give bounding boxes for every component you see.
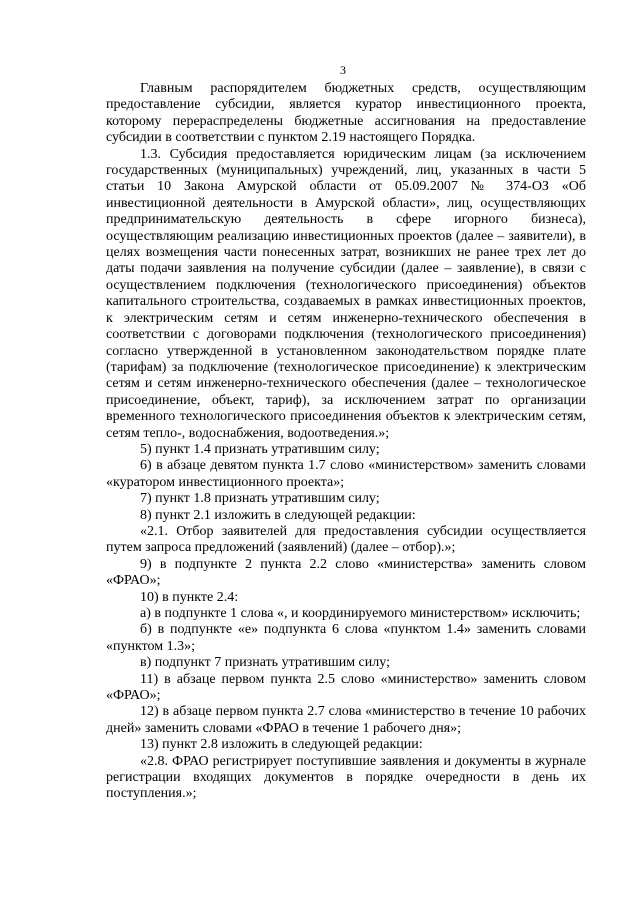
paragraph-item-7: 7) пункт 1.8 признать утратившим силу; bbox=[140, 491, 380, 507]
paragraph-item-13: 13) пункт 2.8 изложить в следующей редакции: bbox=[140, 737, 423, 753]
paragraph-item-10-a: а) в подпункте 1 слова «, и координируемого министерством» исключить; bbox=[140, 606, 581, 621]
paragraph-item-10: 10) в пункте 2.4: bbox=[140, 589, 239, 605]
paragraph-item-10-b: б) в подпункте «е» подпункта 6 слова «пунктом 1.4» заменить словами «пунктом 1.3»; bbox=[106, 622, 586, 654]
paragraph-subsidy-administrator: Главным распорядителем бюджетных средств, осуществляющим предоставление субсидии, является куратор инвестиционного проекта, которому перераспределены бюджетные ассигнования на предоставление субсидии в соответствии с пунктом 2.19 настоящего Порядка. bbox=[106, 81, 586, 146]
paragraph-item-12: 12) в абзаце первом пункта 2.7 слова «министерство в течение 10 рабочих дней» заменить словами «ФРАО в течение 1 рабочего дня»; bbox=[106, 704, 586, 736]
paragraph-item-11: 11) в абзаце первом пункта 2.5 слово «министерство» заменить словом «ФРАО»; bbox=[106, 671, 586, 704]
paragraph-item-8: 8) пункт 2.1 изложить в следующей редакции: bbox=[140, 507, 416, 523]
paragraph-2-8-text: «2.8. ФРАО регистрирует поступившие заявления и документы в журнале регистрации входящих документов в порядке очередности в день их поступления.»; bbox=[106, 753, 586, 802]
paragraph-1-3: 1.3. Субсидия предоставляется юридическим лицам (за исключением государственных (муниципальных) учреждений, лиц, указанных в части 5 статьи 10 Закона Амурской области от 05.09.2007 № 374-ОЗ «Об инвестиционной деятельности в Амурской области», лиц, осуществляющих предпринимательскую деятельность в сфере игорного бизнеса), осуществляющим реализацию инвестиционных проектов (далее – заявители), в целях возмещения части понесенных затрат, возникших не ранее трех лет до даты подачи заявления на получение субсидии (далее – заявление), в связи с осуществлением подключения (технологического присоединения) объектов капитального строительства, создаваемых в рамках инвестиционных проектов, к электрическим сетям и сетям инженерно-технического обеспечения в соответствии с договорами подключения (технологического присоединения) согласно утвержденной в установленном законодательством порядке плате (тарифам) за подключение (технологическое присоединение) к электрическим сетям и сетям инженерно-технического обеспечения (далее – технологическое присоединение, объект, тариф), за исключением затрат по организации временного технологического присоединения объектов к электрическим сетям, сетям тепло-, водоснабжения, водоотведения.»; bbox=[106, 146, 586, 441]
page-number: 3 bbox=[340, 63, 346, 77]
paragraph-item-6: 6) в абзаце девятом пункта 1.7 слово «министерством» заменить словами «куратором инвестиционного проекта»; bbox=[106, 458, 586, 490]
paragraph-item-10-v: в) подпункт 7 признать утратившим силу; bbox=[140, 655, 390, 671]
paragraph-2-1-text: «2.1. Отбор заявителей для предоставления субсидии осуществляется путем запроса предложений (заявлений) (далее – отбор).»; bbox=[106, 523, 586, 556]
paragraph-item-9: 9) в подпункте 2 пункта 2.2 слово «министерства» заменить словом «ФРАО»; bbox=[106, 556, 586, 589]
paragraph-item-5: 5) пункт 1.4 признать утратившим силу; bbox=[140, 441, 380, 457]
document-body bbox=[106, 81, 586, 803]
